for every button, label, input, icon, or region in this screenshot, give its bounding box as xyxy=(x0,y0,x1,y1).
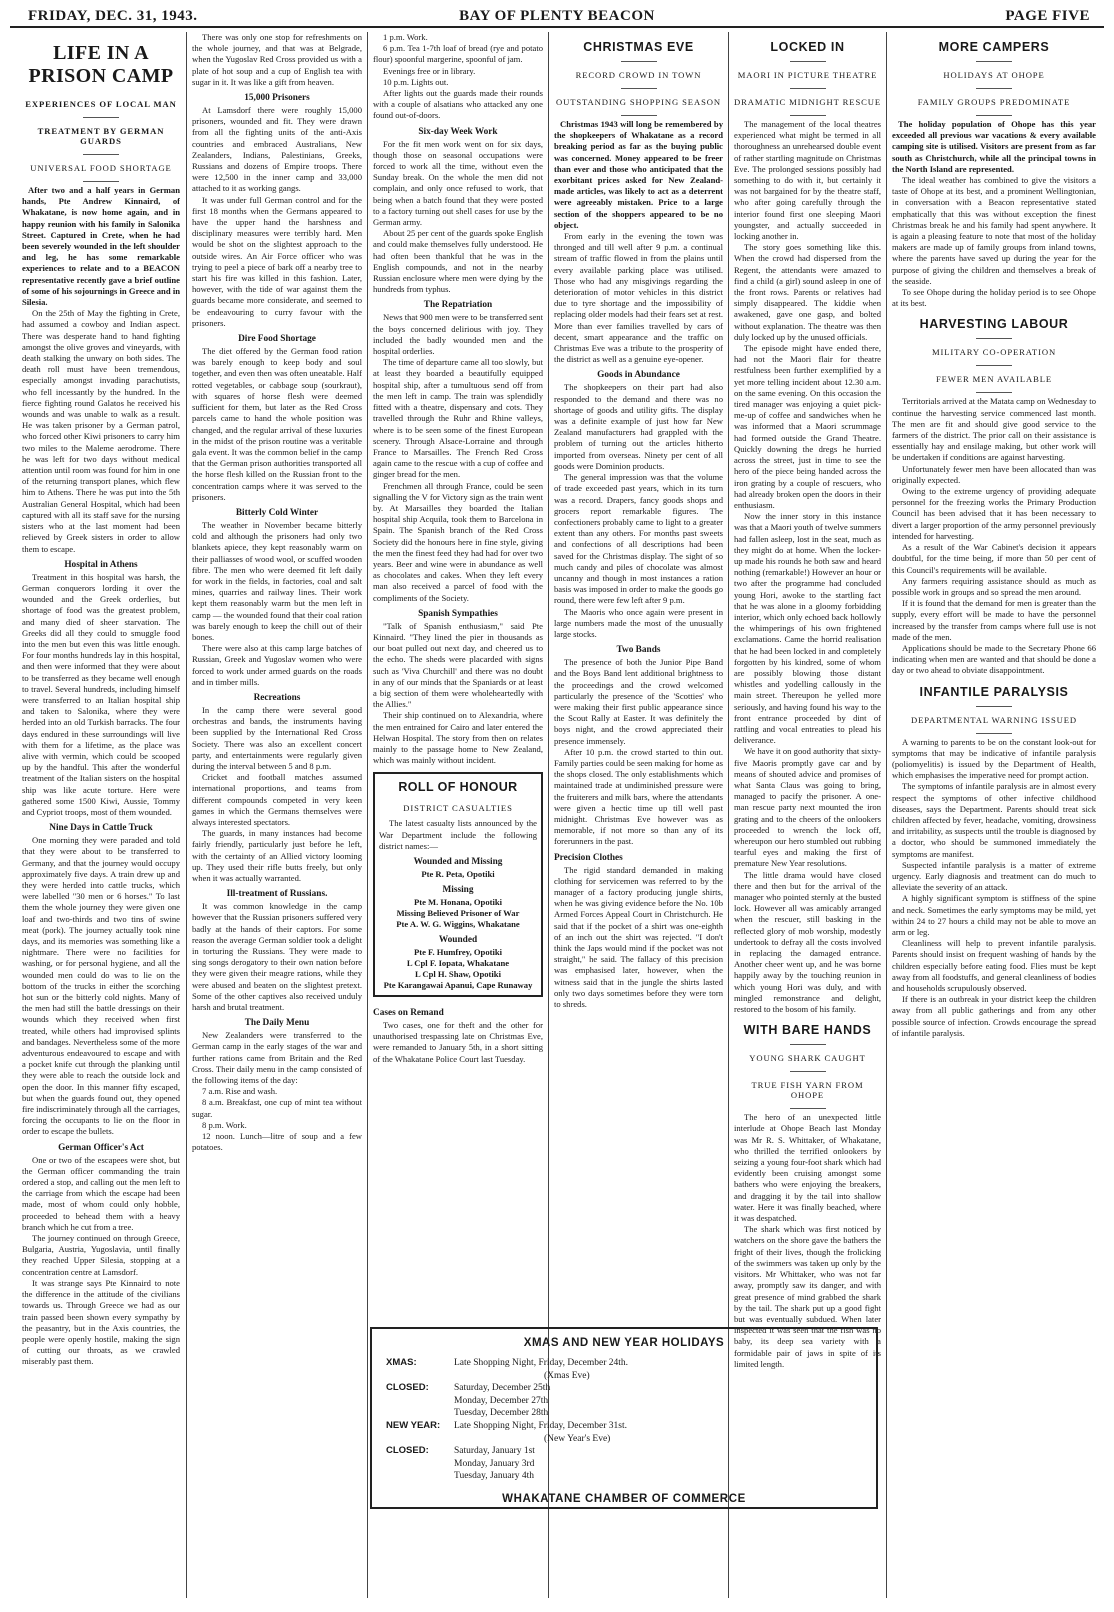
divider xyxy=(790,88,826,89)
divider xyxy=(976,115,1012,116)
article-paragraph: If there is an outbreak in your district keep the children away from all public gatherings and from any other possible source of infection. Crowds encourage the spread of infantile paralysis. xyxy=(892,994,1096,1038)
casualty-name: Pte Karangawai Apanui, Cape Runaway xyxy=(383,980,533,990)
subheading: Recreations xyxy=(253,692,301,703)
article-paragraph: On the 25th of May the fighting in Crete, had assumed a cowboy and Indian aspect. There was desperate hand to hand fighting amongst the olive groves and vineyards, with death stalking the unwary on both sides. The death roll must have been tremendous, especially amongst invading parachutists, who fell incessantly by the hundred. In the fierce fighting round Galatos he received his wounds and was unable to walk as a result. He was taken prisoner by a German patrol, who forced other Kiwi prisoners to carry him two miles to the Maleme aerodrome. There he was left for two days without medical attention until room was found for him in one of the returning transport planes, which flew him to Athens. There he was put into the 5th Australian General Hospital, which had been captured with all its staff save for the nursing sisters who at the last moment had been relieved by Greek sisters in order to allow them to escape. xyxy=(22,308,180,554)
advert-row-label: CLOSED: xyxy=(386,1445,429,1457)
divider xyxy=(976,88,1012,89)
advert-line: (New Year's Eve) xyxy=(544,1433,611,1444)
divider xyxy=(790,1071,826,1072)
divider xyxy=(976,338,1012,339)
divider xyxy=(976,365,1012,366)
advert-title: XMAS AND NEW YEAR HOLIDAYS xyxy=(523,1337,725,1349)
article-paragraph: In the camp there were several good orchestras and bands, the instruments having been supplied by the International Red Cross Society. There was also an excellent concert party, and entertainments were regularly given during the interval between 5 and 8 p.m. xyxy=(192,704,362,771)
menu-item: 12 noon. Lunch—litre of soup and a few potatoes. xyxy=(192,1131,362,1153)
column-1 xyxy=(22,32,180,1598)
article-paragraph: There were also at this camp large batches of Russian, Greek and Yugoslav women who were forced to work under armed guards on the roads and in timber mills. xyxy=(192,643,362,687)
article-paragraph: The journey continued on through Greece, Bulgaria, Austria, Yugoslavia, until finally they reached Upper Silesia, stopping at a concentration centre at Lamsdorf. xyxy=(22,1233,180,1277)
shark-headline: WITH BARE HANDS xyxy=(743,1023,872,1038)
article-paragraph: The diet offered by the German food ration was barely enough to keep body and soul together, and even then was often uneatable. Half rotted vegetables, or cabbage soup (sourkraut), with squares of horse flesh were deemed sufficient for them, but later as the Red Cross parcels came to hand the whole position was changed, and the regular arrival of these luxuries in the midst of the prison routine was a veritable gala event. It was the common belief in the camp that the German prison authorities transported all the horse flesh killed on the Russian front to the concentration camps where it was served to the prisoners. xyxy=(192,346,362,502)
article-paragraph: Two cases, one for theft and the other for unauthorised trespassing late on Christmas Eve, were remanded to January 5th, in a short sitting of the Whakatane Police Court last Tuesday. xyxy=(373,1020,543,1064)
issue-date: FRIDAY, DEC. 31, 1943. xyxy=(28,8,198,24)
honour-deck: DISTRICT CASUALTIES xyxy=(403,803,513,814)
divider xyxy=(621,88,657,89)
article-paragraph: Frenchmen all through France, could be seen signalling the V for Victory sign as the train went by. At Marsailles they boarded the Italian hospital ship Acquila, took them to Barcelona in Spain. The Spanish branch of the Red Cross Society did the honours here in fine style, giving the men the finest feed they had had for over two years. Beer and wine were in abundance as well as chocolates and cakes. When they left every man also received a parcel of food with the compliments of the Society. xyxy=(373,480,543,603)
article-paragraph: Territorials arrived at the Matata camp on Wednesday to continue the harvesting service commenced last month. The men are fit and should give good service to the farmers of the district. The prior call on their assistance is essentially hay and ensilage making, but other work will be undertaken if conditions are against harvesting. xyxy=(892,396,1096,463)
subheading: Dire Food Shortage xyxy=(238,334,316,345)
locked-deck: MAORI IN PICTURE THEATRE xyxy=(737,70,878,80)
article-paragraph: News that 900 men were to be transferred sent the boys concerned delirious with joy. They included the badly wounded men and the hospital orderlies. xyxy=(373,312,543,357)
divider xyxy=(790,61,826,62)
subheading: Two Bands xyxy=(616,645,661,656)
column-4 xyxy=(554,32,723,1322)
article-paragraph: Applications should be made to the Secretary Phone 66 indicating when men are wanted and that should be done a day or two ahead to obviate disappointment. xyxy=(892,642,1096,676)
article-paragraph: The general impression was that the volume of trade exceeded past years, which in its turn was a record. Drapers, fancy goods shops and grocers report remarkable figures. The confectioners probably came to light to a greater extent than any others. For months past sweets and confections of all descriptions had been saved for the Christmas display. The sight of so much candy and piles of chocolate was almost uncanny and though in most instances a ration basis was imposed in order to make the goods go round, there were few left after 9 p.m. xyxy=(554,472,723,606)
subheading: The Daily Menu xyxy=(244,1018,310,1029)
divider xyxy=(621,61,657,62)
article-paragraph: The rigid standard demanded in making clothing for servicemen was referred to by the manager of a factory producing jungle shirts, when he was giving evidence before the No. 10b Armed Forces Appeal Court in Christchurch. He said that if the pocket of a shirt was one-eighth of an inch out the shirt was rejected. "I don't think the Japs would mind if the pocket was not straight," he said. The fallacy of this precision was emphasised later, however, when the witness said that in the jungle the shirts lasted only two days sometimes before they were torn to shreds. xyxy=(554,864,723,1010)
article-paragraph: There was only one stop for refreshments on the whole journey, and that was at Belgrade, when the Yugoslav Red Cross provided us with a plate of hot soup and a cup of English tea with sugar in it. It was like a gift from heaven. xyxy=(192,32,362,87)
honour-intro: The latest casualty lists announced by the War Department include the following district names:— xyxy=(379,818,537,851)
advert-row xyxy=(386,1382,862,1420)
advert-footer: WHAKATANE CHAMBER OF COMMERCE xyxy=(502,1492,746,1505)
advert-line: Saturday, December 25th xyxy=(454,1383,551,1394)
article-paragraph: To see Ohope during the holiday period is to see Ohope at its best. xyxy=(892,287,1096,309)
article-paragraph: For the fit men work went on for six days, though those on seasonal occupations were forced to work all the time, without even the Sunday break. On the whole the men did not complain, and only once refused to work, that being when a batch found that they were posted to a factory turning out shell cases for use by the German army. xyxy=(373,138,543,228)
advert-row-label: XMAS: xyxy=(386,1357,417,1368)
subheading: Nine Days in Cattle Truck xyxy=(49,823,153,834)
article-paragraph: At Lamsdorf there were roughly 15,000 prisoners, wounded and fit. They were drawn from all the fighting units of the anti-Axis countries and embraced Australians, New Zealanders, Indians, Palestinians, Greeks, Russians and dozens of Empire troops. There were 12,500 in the inner camp and 33,000 attached to it as working gangs. xyxy=(192,105,362,194)
divider xyxy=(83,117,119,118)
article-paragraph: One or two of the escapees were shot, but the German officer commanding the train ordered a stop, and calling out the men left to the carriage from which the escape had been made, most of whom could only hobble, proceeded to behead them with a heavy branch which he cut from a tree. xyxy=(22,1154,180,1232)
menu-item: 10 p.m. Lights out. xyxy=(383,76,449,87)
column-rule xyxy=(367,32,368,1598)
campers-intro: The holiday population of Ohope has this year exceeded all previous war vacations & every available camping site is utilised. Visitors are present from as far south as Christchurch, while all the principal towns in the North Island are represented. xyxy=(892,119,1096,174)
article-paragraph: Cricket and football matches assumed international proportions, and teams from different compounds competed in very keen games in which the Germans themselves were always interested spectators. xyxy=(192,772,362,827)
article-paragraph: The story goes something like this. When the crowd had dispersed from the Regent, the attendants were amazed to find a child (a girl) sound asleep in one of the front rows. Parents or relatives had simply disappeared. The kiddie when awakened, gave one gasp, and bolted without explanation. The theatre was then duly locked up by the unused officials. xyxy=(734,242,881,342)
article-paragraph: The ideal weather has combined to give the visitors a taste of Ohope at its best, and a prominent Wellingtonian, in conversation with a Beacon representative stated emphatically that this was without exception the finest Christmas break he and his family had spent anywhere. It is again a pleasing feature to note that most of the holiday makers are made up of family groups from inland towns, where the parents have saved up during the year for the purpose of giving the children and themselves a break of the seaside. xyxy=(892,175,1096,286)
campers-deck: FAMILY GROUPS PREDOMINATE xyxy=(917,97,1071,107)
prison-deck: EXPERIENCES OF LOCAL MAN xyxy=(25,99,177,109)
article-paragraph: Now the inner story in this instance was that a Maori youth of twelve summers had fallen asleep, lost in the seat, much as they might do at home. When the locker-up made his rounds he both saw and heard nothing (remarkable!) However an hour or two after the programme had concluded young Hori, awoke to the startling fact that he was alone in a gloomy forbidding interior, which only echoed back hollowly the whimperings of his own frightened exclamations. Came the horrid realisation that he had been locked in and completely forgotten by his kindred, some of whom are possibly blowing those distant whistles and yodelling callously in the main street. Thereupon he yelled more seriously, and having found his way to the front entrance proceeded by dint of rattling and vocal entreaties to plead his deliverance. xyxy=(734,511,881,746)
casualty-name: Missing Believed Prisoner of War xyxy=(396,908,520,918)
advert-line: Monday, January 3rd xyxy=(454,1458,535,1469)
article-paragraph: The presence of both the Junior Pipe Band and the Boys Band lent additional brightness to the proceedings and the crowd welcomed particularly the presence of the 'Scotties' who were making their first public appearance since the Scout Rally at Easter. It was definitely the boys night, and the crowd appreciated their presence immensely. xyxy=(554,657,723,746)
divider xyxy=(790,1044,826,1045)
casualty-heading: Wounded xyxy=(438,935,478,945)
locked-deck: DRAMATIC MIDNIGHT RESCUE xyxy=(734,97,881,107)
menu-item: Evenings free or in library. xyxy=(383,65,476,76)
honour-title: ROLL OF HONOUR xyxy=(398,780,518,795)
menu-item: 8 p.m. Work. xyxy=(202,1119,247,1130)
advert-row-value xyxy=(454,1445,862,1483)
masthead xyxy=(10,8,1104,28)
shark-deck: YOUNG SHARK CAUGHT xyxy=(749,1053,866,1064)
article-paragraph: We have it on good authority that sixty-five Maoris promptly gave car and by means of shouted advice and promises of what Santa Claus was going to bring, managed to pacify the prisoner. A one-man rescue party next mounted the iron grating and to the cheers of the onlookers proceeded to wrench the lock off, whereupon our hero stumbled out rubbing tearful eyes and making the first of premature New Year resolutions. xyxy=(734,746,881,869)
article-paragraph: Any farmers requiring assistance should as much as possible work in groups and so spread the men around. xyxy=(892,575,1096,597)
advert-line: Late Shopping Night, Friday, December 24th. xyxy=(454,1358,629,1368)
subheading: Six-day Week Work xyxy=(418,126,498,137)
column-rule xyxy=(186,32,187,1598)
paralysis-deck: DEPARTMENTAL WARNING ISSUED xyxy=(910,714,1077,725)
column-2 xyxy=(192,32,362,1598)
column-rule xyxy=(886,32,887,1598)
article-paragraph: About 25 per cent of the guards spoke English and could make themselves fully understood. He had often been thankful that he was in the English compounds, and not in the nearby Russian enclosure where men were dying by the hundreds from typhus. xyxy=(373,228,543,295)
article-paragraph: The little drama would have closed there and then but for the arrival of the manager who pointed sternly at the busted lock. However all was amicably arranged when the rescuer, still basking in the reflected glory of mob worship, modestly undertook to defray all the costs involved in replacing the damaged entrance. Another cheer went up, and he was borne happily away by the touching reunion in which young Hori was duly, and with mingled remonstrance and delight, restored to the bosom of his family. xyxy=(734,869,881,1015)
harvest-headline: HARVESTING LABOUR xyxy=(919,317,1069,332)
paralysis-headline: INFANTILE PARALYSIS xyxy=(919,684,1069,699)
article-paragraph: The time of departure came all too slowly, but at least they boarded a beautifully equipped hospital ship, after a tumultuous send off from the men left in camp. The train was splendidly fitted with a theatre, dispensary and cots. They travelled through the Ruhr and Rhine valleys, where is to be seen some of the finest European scenery. Through Alsace-Lorraine and through France to Marsailles. The French Red Cross again came to the rescue with a cup of coffee and ginger bread for the men. xyxy=(373,357,543,480)
paper-name: BAY OF PLENTY BEACON xyxy=(459,8,655,24)
advert-line: Saturday, January 1st xyxy=(454,1446,535,1457)
article-paragraph: The hero of an unexpected little interlude at Ohope Beach last Monday was Mr R. S. Whittaker, of Whakatane, who thrilled the terrified onlookers by seizing a young four-foot shark which had evidently been cruising amongst some bathers who were enjoying the breakers, and dragging it by the tail into shallow water. Here it was finally beached, where it was despatched. xyxy=(734,1112,881,1224)
subheading: Spanish Sympathies xyxy=(418,608,498,619)
prison-deck: UNIVERSAL FOOD SHORTAGE xyxy=(30,163,172,173)
divider xyxy=(790,115,826,116)
article-paragraph: Owing to the extreme urgency of providing adequate personnel for the freezing works the Primary Production Council has been advised that it has been necessary to divert a larger proportion of the army personnel previously intended for harvesting. xyxy=(892,486,1096,541)
advert-line: Tuesday, January 4th xyxy=(454,1471,535,1482)
campers-deck: HOLIDAYS AT OHOPE xyxy=(943,70,1045,80)
prison-headline: LIFE IN A PRISON CAMP xyxy=(28,42,174,87)
article-paragraph: The shark which was first noticed by watchers on the shore gave the bathers the fright of their lives, though the frolicking of the swimmers was taken up only by the visitors. Mr Whittaker, who was not far away, promptly saw its danger, and with great presence of mind grabbed the shark by the tail. The shark put up a good fight but was eventually subdued. When later inspected it was seen that the fish was no baby, its deep sea variety with a formidable pair of jaws in spite of its limited length. xyxy=(734,1224,881,1369)
subheading: Ill-treatment of Russians. xyxy=(226,889,328,900)
shark-deck: TRUE FISH YARN FROM OHOPE xyxy=(751,1080,864,1101)
article-paragraph: The management of the local theatres experienced what might be termed in all thoroughness an unrehearsed double event of rather startling magnitude on Christmas Eve. The prolonged sessions possibly had something to do with it, but certainly it was not bargained for by the theatre staff, who after going carefully through the interior found first one sleeping Maori youngster, and actually succeeded in locking another in. xyxy=(734,119,881,242)
subheading: German Officer's Act xyxy=(58,1142,144,1153)
subheading: Bitterly Cold Winter xyxy=(235,507,319,518)
article-paragraph: Treatment in this hospital was harsh, the German conquerors lording it over the wounded and the Greek orderlies, but shortage of food was the greatest problem, and many died of sheer starvation. The Greeks did all they could to smuggle food into the men but even this was little enough. For four months hundreds lay in this hospital, and then were informed that they were about to be transferred as they became well enough to travel. Several hundreds, including himself were transferred to an Italian hospital ship and taken to Salonika, where they were herded into an old Turkish barracks. The four days endured in these surroundings will live with them for a lifetime, as the place was alive with vermin, which could be scooped up by the handful. This after the wonderful treatment of the Italian sisters on the hospital ship was like acute torture. Here were gathered some 1500 Kiwi, Aussie, Tommy and Cypriot troops, most of them wounded. xyxy=(22,571,180,817)
advert-line: Monday, December 27th xyxy=(454,1395,549,1406)
article-paragraph: Suspected infantile paralysis is a matter of extreme urgency. Early diagnosis and treatment can do much to alleviate the severity of an attack. xyxy=(892,859,1096,893)
subheading: Goods in Abundance xyxy=(597,370,680,381)
advert-row-value xyxy=(454,1420,862,1445)
subheading: Precision Clothes xyxy=(554,852,623,863)
advert-row xyxy=(386,1357,862,1382)
divider xyxy=(976,61,1012,62)
casualty-name: Pte A. W. G. Wiggins, Whakatane xyxy=(396,919,520,929)
advert-row xyxy=(386,1420,862,1445)
divider xyxy=(83,154,119,155)
harvest-deck: MILITARY CO-OPERATION xyxy=(931,347,1057,358)
subheading: 15,000 Prisoners xyxy=(244,93,310,104)
article-paragraph: A warning to parents to be on the constant look-out for symptoms that may be indicative of infantile paralysis (poliomyelitis) is issued by the Department of Health, which emphasises the imperative need for prompt action. xyxy=(892,736,1096,781)
christmas-deck: RECORD CROWD IN TOWN xyxy=(575,70,702,80)
harvest-deck: FEWER MEN AVAILABLE xyxy=(935,374,1053,385)
menu-item: 1 p.m. Work. xyxy=(383,32,428,42)
casualty-name: Pte M. Honana, Opotiki xyxy=(413,897,503,907)
campers-headline: MORE CAMPERS xyxy=(938,40,1050,54)
advert-row xyxy=(386,1445,862,1483)
casualty-name: L Cpl H. Shaw, Opotiki xyxy=(415,969,501,979)
article-paragraph: As a result of the War Cabinet's decision it appears doubtful, for the time being, if more than 50 per cent of this Council's requirements will be available. xyxy=(892,542,1096,575)
article-paragraph: It was common knowledge in the camp however that the Russian prisoners suffered very badly at the hands of their captors. For some reason the average German soldier took a delight in torturing the Russians. They were made to sing songs derogatory to their own nation before they were given their meagre rations, while they were abused and beaten on the slightest pretext. Some of the other captives also received unduly harsh and brutal treatment. xyxy=(192,901,362,1013)
subheading: Cases on Remand xyxy=(373,1008,444,1018)
divider xyxy=(621,115,657,116)
menu-item: 7 a.m. Rise and wash. xyxy=(202,1086,278,1097)
article-paragraph: After 10 p.m. the crowd started to thin out. Family parties could be seen making for home as the shops closed. The only establishments which maintained trade at undiminished pressure were the fruiterers and milk bars, where the attendants were given a hectic time up till well past midnight. Christmas Eve however was as memorable, if not more so than any of its forerunners in the past. xyxy=(554,746,723,847)
article-paragraph: The Maoris who once again were present in large numbers made the most of the unusually large stocks. xyxy=(554,606,723,639)
article-paragraph: Their ship continued on to Alexandria, where the men entrained for Cairo and later entered the Helwan Hospital. The story from then on relates mainly to the passage home to New Zealand, which was mainly without incident. xyxy=(373,710,543,766)
advert-line: Late Shopping Night, Friday, December 31st. xyxy=(454,1420,627,1431)
locked-headline: LOCKED IN xyxy=(770,40,845,54)
roll-of-honour xyxy=(373,772,543,997)
article-paragraph: From early in the evening the town was thronged and till well after 9 p.m. a continual stream of traffic flowed in from the plains until every available parking place was utilised. Those who had any misgivings regarding the deterioration of motor vehicles in this district due to tyre shortage and the impossibility of replacing older models had their fears set at rest. More than ever families travelled by cars of decent, smart appearance and the traffic on Christmas Eve was a tribute to the prosperity of the district as well as a genuine eye-opener. xyxy=(554,231,723,365)
column-3 xyxy=(373,32,543,1322)
casualty-name: Pte F. Humfrey, Opotiki xyxy=(413,947,503,957)
advert-row-value xyxy=(454,1357,862,1382)
christmas-headline: CHRISTMAS EVE xyxy=(583,40,694,54)
article-paragraph: It was strange says Pte Kinnaird to note the difference in the attitude of the civilians towards us. Through Greece we had as our train passed been shown every sympathy by the peasantry, but in the Axis countries, the people were openly hostile, making the sign of cutting our throats, as we crawled miserably past them. xyxy=(22,1277,180,1367)
article-paragraph: Cleanliness will help to prevent infantile paralysis. Parents should insist on frequent washing of hands by the children especially before eating food. Flies must be kept away from all foodstuffs, and general cleanliness of bodies and households scrupulously observed. xyxy=(892,938,1096,993)
prison-intro: After two and a half years in German hands, Pte Andrew Kinnaird, of Whakatane, is now home again, and in happy reunion with his family in Salonika Street. Captured in Crete, when he had been severely wounded in the left shoulder and leg, he has some remarkable experiences to relate and to a BEACON representative recently gave a brief outline of some of his sojournings in Greece and in Silesia. xyxy=(22,185,180,308)
prison-deck: TREATMENT BY GERMAN GUARDS xyxy=(37,126,165,146)
subheading: The Repatriation xyxy=(423,300,493,311)
menu-item: 8 a.m. Breakfast, one cup of mint tea without sugar. xyxy=(192,1097,362,1119)
article-paragraph: The guards, in many instances had become fairly friendly, particularly just before he left, with the certainty of an Allied victory looming up. They used their rifle butts freely, but only when it was actually warranted. xyxy=(192,828,362,884)
page-number: PAGE FIVE xyxy=(1005,8,1090,24)
column-6 xyxy=(892,32,1096,1598)
xmas-holidays-advert xyxy=(370,1327,878,1509)
christmas-intro: Christmas 1943 will long be remembered by the shopkeepers of Whakatane as a record breaking period as far as the buying public was concerned. Money appeared to be freer than ever and those who anticipated that the exorbitant prices asked for New Zealand-made articles, was likely to act as a deterrent were agreeably mistaken. Price to a large section of the shoppers appeared to be no object. xyxy=(554,119,723,230)
menu-item: 6 p.m. Tea 1-7th loaf of bread (rye and potato flour) spoonful margerine, spoonful of jam. xyxy=(373,43,543,65)
casualty-heading: Missing xyxy=(442,885,474,895)
casualty-name: L Cpl F. Iopata, Whakatane xyxy=(406,958,510,968)
article-paragraph: The weather in November became bitterly cold and although the prisoners had only two blankets apiece, they kept reasonably warm on their palliasses of wood wool, or scuffed wooden fibre. The men who were deemed fit left daily for work in the fields, in factories, coal and salt mines, quarries and railway lines. Their work kept them reasonably warm but the men left in camp — the wounded found that their coal ration was barely enough to keep the chill out of their bones. xyxy=(192,519,362,642)
casualty-heading: Wounded and Missing xyxy=(413,857,503,867)
divider xyxy=(83,181,119,182)
divider xyxy=(976,392,1012,393)
article-paragraph: After lights out the guards made their rounds with a couple of alsatians who attacked any one found out-of-doors. xyxy=(373,88,543,121)
advert-row-label: CLOSED: xyxy=(386,1382,429,1394)
article-paragraph: The symptoms of infantile paralysis are in almost every respect the symptoms of other infective childhood diseases, says the Department. Parents should treat sick children affected by fever, headache, vomiting, drowsiness and irritability, as suspects until the trouble is diagnosed by a doctor, who should be summoned immediately the symptoms are manifest. xyxy=(892,781,1096,859)
article-paragraph: If it is found that the demand for men is greater than the supply, every effort will be made to have the personnel increased by the transfer from camps where full use is not made of the men. xyxy=(892,598,1096,642)
article-paragraph: The episode might have ended there, had not the Maori flair for theatre restfulness been further exemplified by a yet more telling incident about 12.30 a.m. on the same evening. On this occasion the tired manager was enjoying a quiet pick-me-up of coffee and sandwiches when he was informed that a Maori scrummage had formed outside the Grand Theatre. Quickly downing the dregs he hurried across the street, just in time to see the hero of the piece being handed across the iron grating by a couple of rescuers, who had already broken open the doors in their enthusiasm. xyxy=(734,343,881,510)
article-paragraph: It was under full German control and for the first 18 months when the Germans appeared to have the upper hand the harshness and disciplinary measures were terribly hard. Men would be shot on the slightest approach to the outside wires. An Air Force officer who was trying to peel a piece of bark off a nearby tree to start his fire was killed in this fashion. Later, however, with the tide of war against them the guards became more considerate, and seemed to be endeavouring to curry favour with the prisoners. xyxy=(192,194,362,328)
article-paragraph: Unfortunately fewer men have been allocated than was originally expected. xyxy=(892,463,1096,485)
advert-row-label: NEW YEAR: xyxy=(386,1419,441,1431)
article-paragraph: "Talk of Spanish enthusiasm," said Pte Kinnaird. "They lined the pier in thousands as our boat pulled out next day, and cheered us to the echo. The sheds were placarded with signs such as 'Viva Churchill' and there was no doubt in any of our minds that the Spaniards or at least a big section of them were wholeheartedly with the Allies." xyxy=(373,620,543,710)
article-paragraph: One morning they were paraded and told that they were about to be transferred to Germany, and that the journey would occupy approximately five days. A train drew up and they were herded into cattle trucks, which were labelled "30 men or 6 horses." To last them the whole journey they were given one loaf and two-thirds and two tins of swine meat (pork). The journey actually took nine days, and its memories was something like a nightmare. There were no facilities for washing, or for personal hygiene, and all the wounded men could do was to lie on the bottom of the trucks in either the scorching hot sun or the bitterly cold nights. Many of the men had still the battle dressings on their wounds which they received when first treated, while others had improvised splints and bandages. Nevertheless some of the more adventurous endeavoured to escape and with a pocket knife cut through the planking until they were able to reach the outside lock and open the door. In this manner fifty escaped, but when the guards found out, they opened fire indiscriminately through all the carriages, forcing the occupants to lie on the floor in order to escape the bullets. xyxy=(22,835,180,1137)
divider xyxy=(976,733,1012,734)
divider xyxy=(976,706,1012,707)
christmas-deck: OUTSTANDING SHOPPING SEASON xyxy=(556,97,721,107)
advert-line: Tuesday, December 28th xyxy=(454,1408,549,1419)
article-paragraph: The shopkeepers on their part had also responded to the demand and there was no shortage of goods and utility gifts. The display was a definite example of just how far New Zealand manufacturers had grappled with the problem of turning out the articles hitherto imported from overseas. Ninety per cent of all goods were Dominion products. xyxy=(554,382,723,471)
advert-row-value xyxy=(454,1382,862,1420)
article-paragraph: A highly significant symptom is stiffness of the spine and neck. Sometimes the early symptoms may be mild, yet within 24 to 27 hours a child may not be able to move an arm or leg. xyxy=(892,893,1096,937)
casualty-name: Pte R. Peta, Opotiki xyxy=(421,869,495,879)
article-paragraph: New Zealanders were transferred to the German camp in the early stages of the war and further rations came from Britain and the Red Cross. Their daily menu in the camp consisted of the following items of the day: xyxy=(192,1030,362,1086)
advert-line: (Xmas Eve) xyxy=(544,1370,590,1381)
divider xyxy=(790,1108,826,1109)
subheading: Hospital in Athens xyxy=(64,559,138,570)
